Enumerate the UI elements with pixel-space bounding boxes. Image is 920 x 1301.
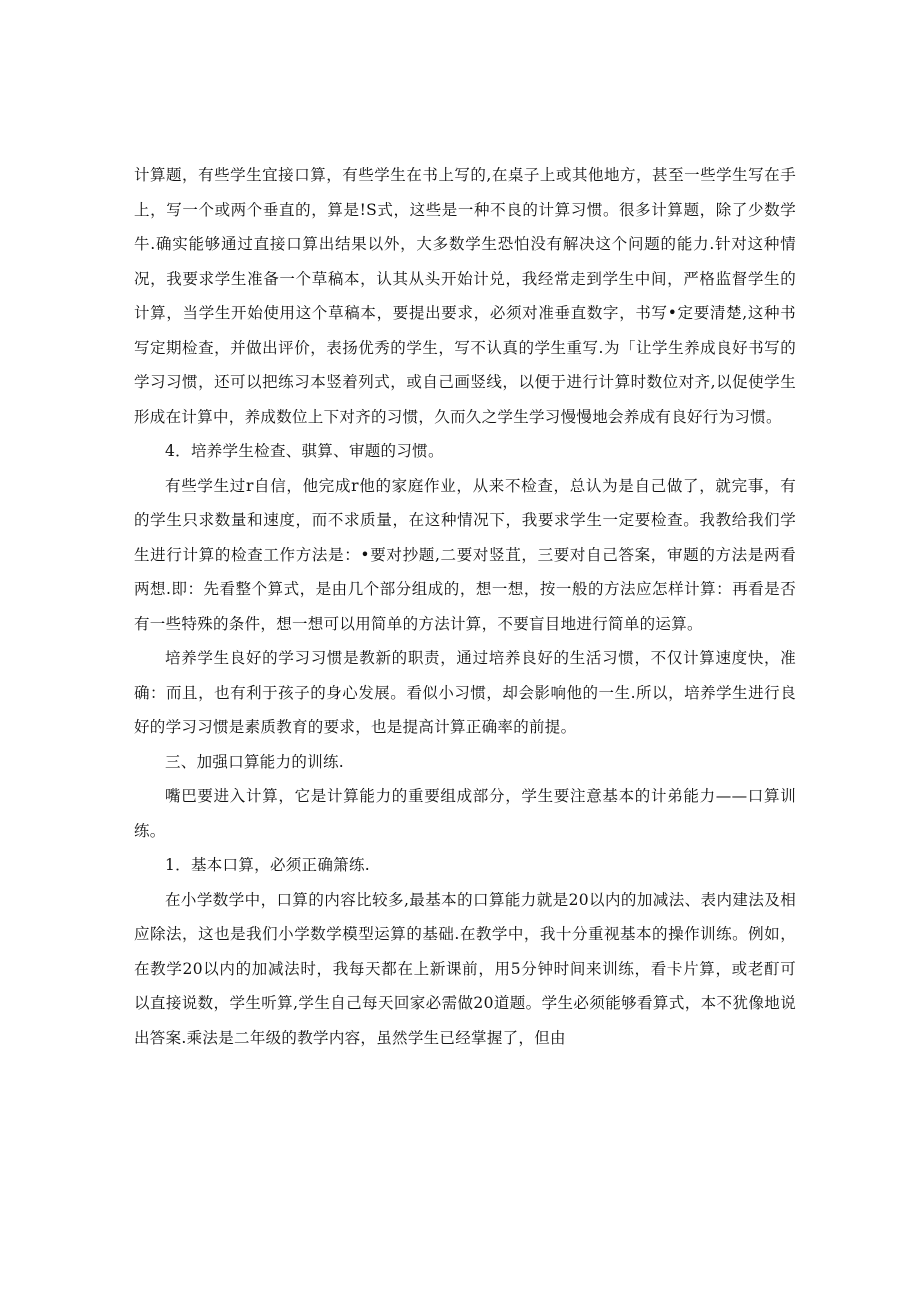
paragraph-basic-oral: 在小学数学中，口算的内容比较多,最基本的口算能力就是20以内的加减法、表内建法及相应除法，这也是我们小学数学模型运算的基础.在教学中，我十分重视基本的操作训练。例如，在教学20以内的加减法时，我每天都在上新课前，用5分钟时间来训练，看卡片算，或老酊可以直接说数，学生听算,学生自己每天回家必需做20道题。学生必须能够看算式，本不犹像地说出答案.乘法是二年级的教学内容，虽然学生已经掌握了，但由 — [134, 890, 796, 1047]
section-heading-three: 三、加强口算能力的训练. — [165, 752, 345, 771]
paragraph-oral-calculation: 嘴巴要进入计算，它是计算能力的重要组成部分，学生要注意基本的计弟能力——口算训练。 — [134, 787, 796, 840]
document-body — [134, 158, 796, 1055]
paragraph-good-habits: 培养学生良好的学习习惯是教新的职责，通过培养良好的生活习惯，不仅计算速度快，准确：而且，也有利于孩子的身心发展。看似小习惯，却会影响他的一生.所以，培养学生进行良好的学习习惯是素质教育的要求，也是提高计算正确率的前提。 — [134, 649, 796, 736]
section-heading-4: 4．培养学生检查、骐算、审题的习惯。 — [165, 442, 444, 460]
section-heading-1: 1．基本口算，必须正确箫练. — [165, 856, 370, 874]
paragraph-continuation: 计算题，有些学生宜接口算，有些学生在书上写的,在桌子上或其他地方，甚至一些学生写在手上，写一个或两个垂直的，算是!S式，这些是一种不良的计算习惯。很多计算题，除了少数学牛.确实能够通过直接口算出结果以外，大多数学生恐怕没有解决这个问题的能力.针对这种情况，我要求学生准备一个草稿本，认其从头开始计兑，我经常走到学生中间，严格监督学生的计算，当学生开始使用这个草稿本，要提出要求，必须对准垂直数字，书写•定要清楚,这种书写定期检查，并做出评价，表扬优秀的学生，写不认真的学生重写.为「让学生养成良好书写的学习习惯，还可以把练习本竖着列式，或自己画竖线，以便于进行计算时数位对齐,以促使学生形成在计算中，养成数位上下对齐的习惯，久而久之学生学习慢慢地会养成有良好行为习惯。 — [134, 166, 796, 426]
paragraph-checking-habits: 有些学生过r自信，他完成r他的家庭作业，从来不检查，总认为是自己做了，就完事，有的学生只求数量和速度，而不求质量，在这种情况下，我要求学生一定要检查。我教给我们学生进行计算的检查工作方法是：•要对抄题,二要对竖苴，三要对自己答案，审题的方法是两看两想.即：先看整个算式，是由几个部分组成的，想一想，按一般的方法应怎样计算：再看是否有一些特殊的条件，想一想可以用简单的方法计算，不要盲目地进行简单的运算。 — [134, 476, 796, 633]
